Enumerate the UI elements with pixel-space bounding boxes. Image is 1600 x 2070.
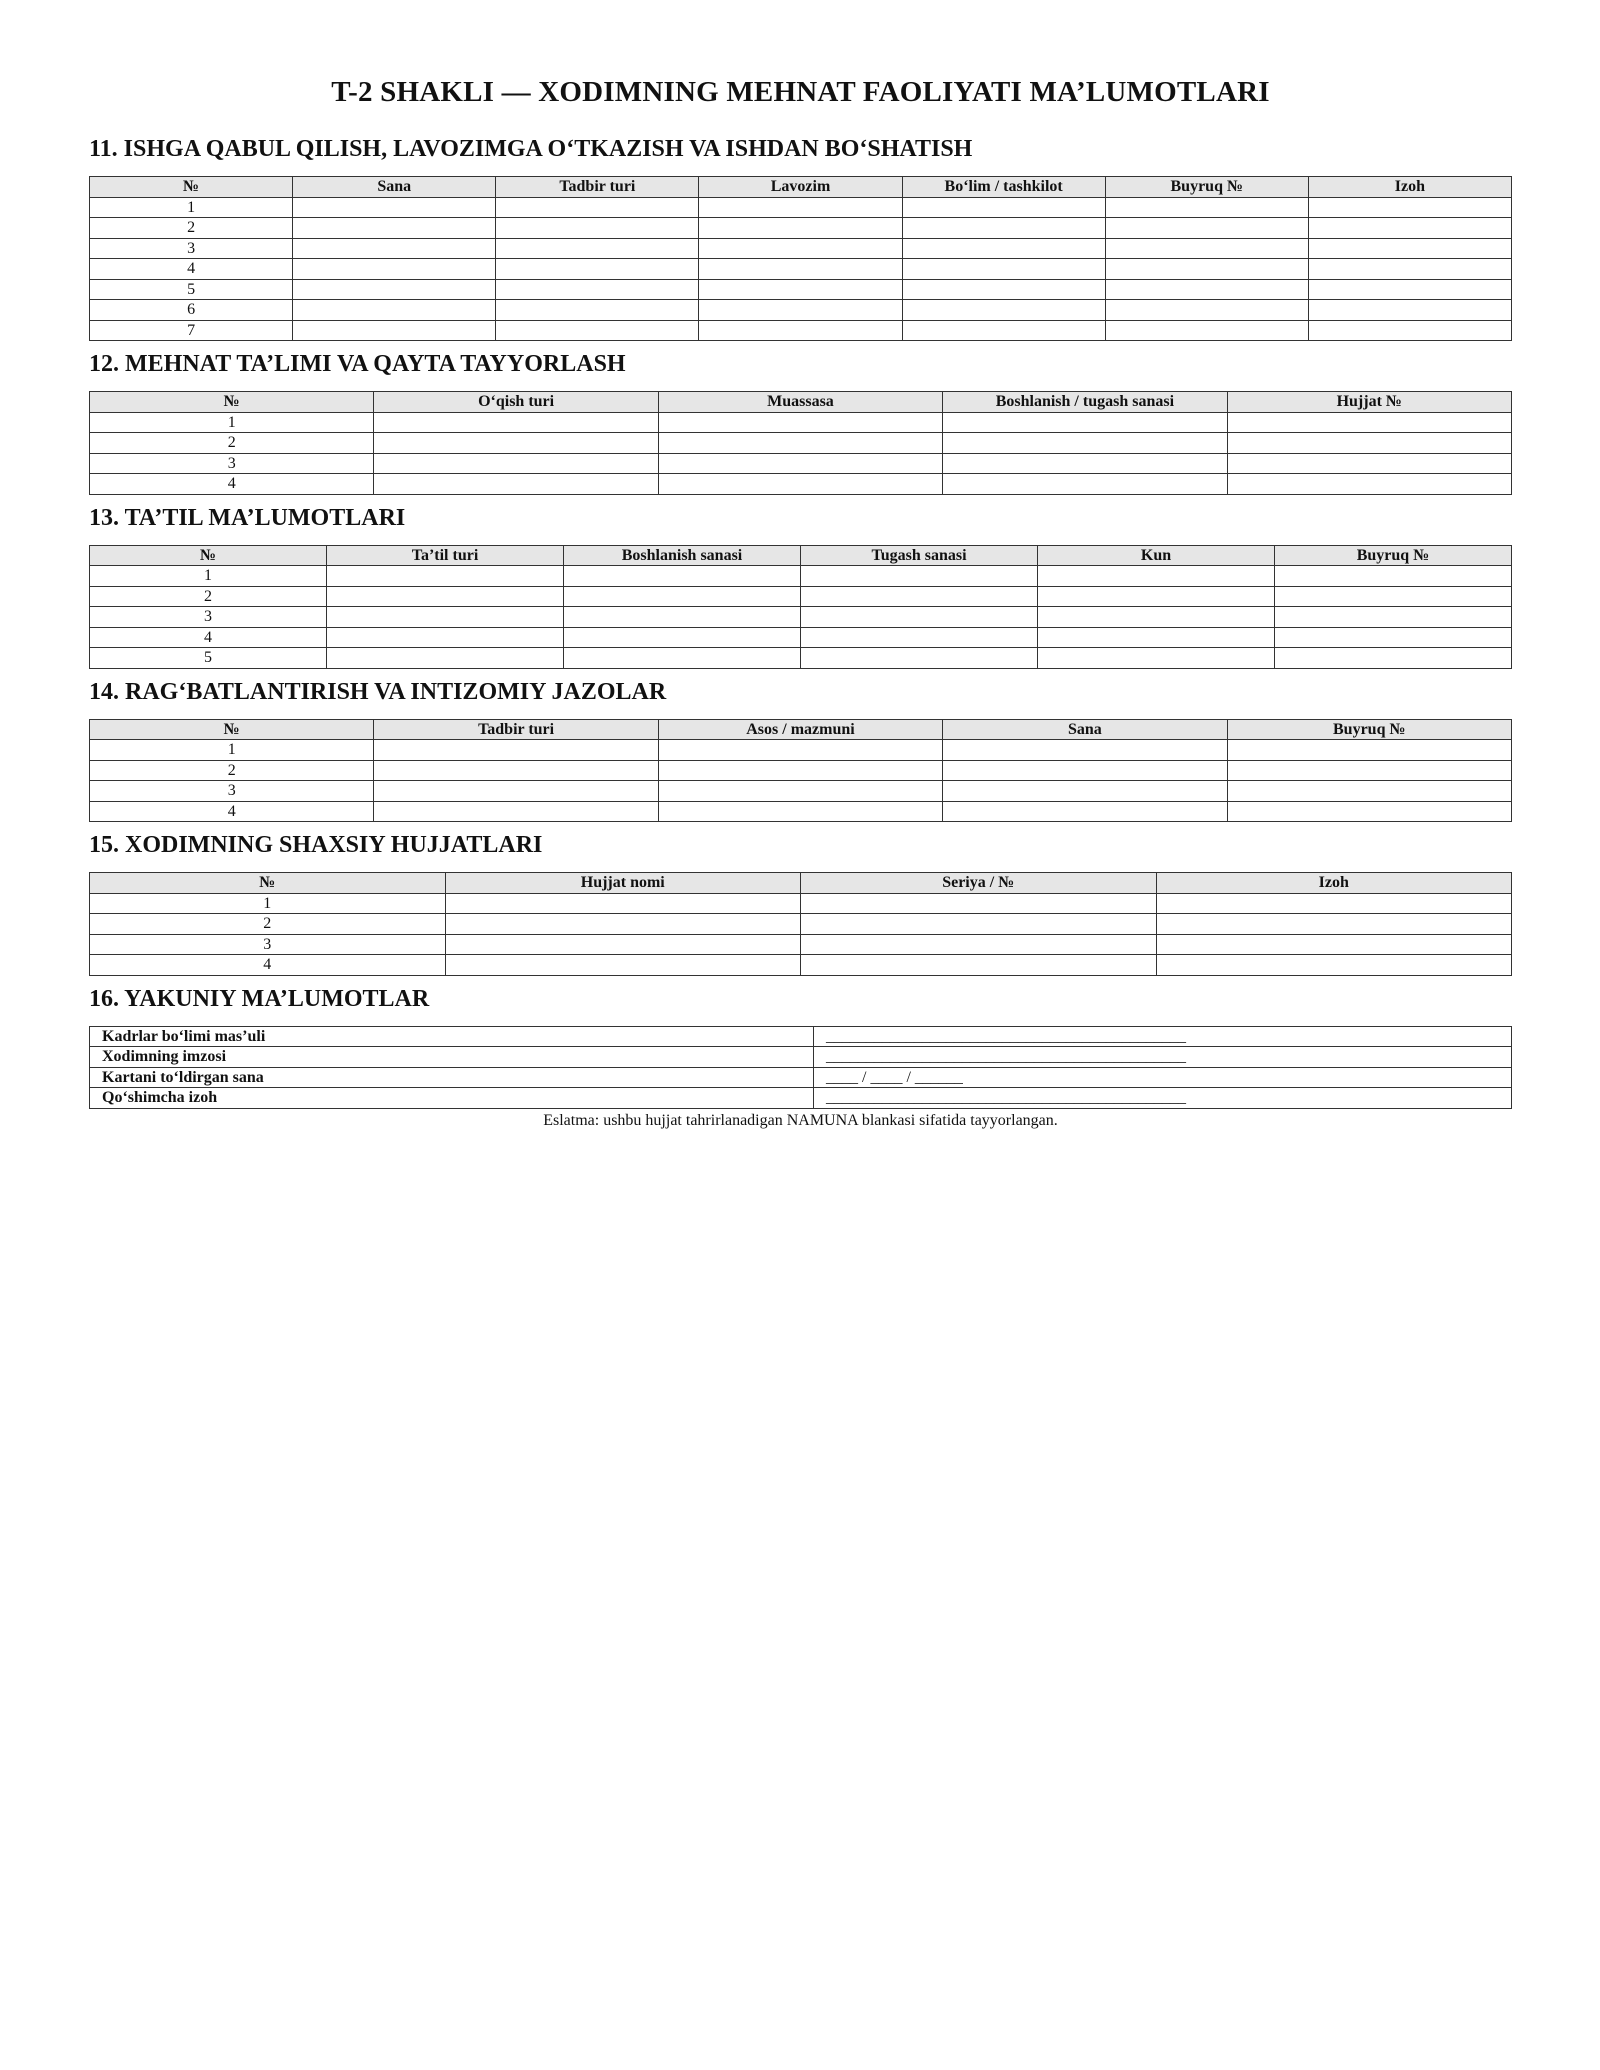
table-row (90, 197, 1512, 218)
table-cell[interactable] (658, 781, 942, 802)
table-cell[interactable] (699, 279, 902, 300)
table-cell[interactable] (496, 300, 699, 321)
table-row (90, 648, 1512, 669)
table-cell[interactable] (1275, 627, 1512, 648)
column-header: Buyruq № (1227, 719, 1511, 740)
table-cell[interactable] (496, 259, 699, 280)
table-cell[interactable] (1105, 238, 1308, 259)
row-number: 2 (90, 760, 374, 781)
table-cell[interactable] (374, 760, 658, 781)
table-cell[interactable] (1275, 586, 1512, 607)
section-14-title: 14. RAG‘BATLANTIRISH VA INTIZOMIY JAZOLAR (89, 678, 667, 705)
table-cell[interactable] (943, 781, 1227, 802)
section-16-title: 16. YAKUNIY MA’LUMOTLAR (89, 985, 430, 1012)
row-number: 5 (90, 648, 327, 669)
table-row (90, 760, 1512, 781)
column-header: Bo‘lim / tashkilot (902, 177, 1105, 198)
row-number: 3 (90, 781, 374, 802)
table-row (90, 801, 1512, 822)
column-header: Tadbir turi (496, 177, 699, 198)
table-cell[interactable] (902, 218, 1105, 239)
column-header: Hujjat nomi (445, 873, 801, 894)
table-cell[interactable] (293, 238, 496, 259)
table-cell[interactable] (1038, 566, 1275, 587)
table-cell[interactable] (902, 259, 1105, 280)
table-cell[interactable] (1227, 760, 1511, 781)
final-label: Qo‘shimcha izoh (90, 1088, 814, 1109)
table-section-15 (89, 872, 1512, 976)
table-cell[interactable] (801, 627, 1038, 648)
table-cell[interactable] (1308, 279, 1511, 300)
table-cell[interactable] (699, 320, 902, 341)
table-cell[interactable] (943, 760, 1227, 781)
table-section-12 (89, 391, 1512, 495)
table-cell[interactable] (1105, 197, 1308, 218)
final-row (90, 1047, 1512, 1068)
column-header: № (90, 545, 327, 566)
table-cell[interactable] (327, 586, 564, 607)
column-header: Seriya / № (801, 873, 1157, 894)
final-label: Kartani to‘ldirgan sana (90, 1067, 814, 1088)
table-cell[interactable] (902, 279, 1105, 300)
row-number: 3 (90, 453, 374, 474)
table-cell[interactable] (1227, 453, 1511, 474)
table-row (90, 412, 1512, 433)
section-11-title: 11. ISHGA QABUL QILISH, LAVOZIMGA O‘TKAZISH VA ISHDAN BO‘SHATISH (89, 136, 973, 162)
table-cell[interactable] (293, 197, 496, 218)
column-header: Kun (1038, 545, 1275, 566)
table-cell[interactable] (1038, 648, 1275, 669)
document-title: T-2 SHAKLI — XODIMNING MEHNAT FAOLIYATI MA’LUMOTLARI (331, 76, 1270, 108)
table-cell[interactable] (1156, 914, 1512, 935)
table-cell[interactable] (374, 433, 658, 454)
table-cell[interactable] (1156, 955, 1512, 976)
column-header: Boshlanish / tugash sanasi (943, 392, 1227, 413)
table-cell[interactable] (801, 607, 1038, 628)
column-header: № (90, 392, 374, 413)
column-header: Sana (293, 177, 496, 198)
row-number: 2 (90, 914, 446, 935)
row-number: 1 (90, 566, 327, 587)
table-cell[interactable] (1308, 218, 1511, 239)
section-15-title: 15. XODIMNING SHAXSIY HUJJATLARI (89, 832, 543, 858)
table-cell[interactable] (801, 648, 1038, 669)
table-cell[interactable] (445, 914, 801, 935)
table-cell[interactable] (801, 914, 1157, 935)
table-row (90, 300, 1512, 321)
table-row (90, 566, 1512, 587)
table-cell[interactable] (1227, 801, 1511, 822)
table-cell[interactable] (1275, 566, 1512, 587)
table-row (90, 320, 1512, 341)
row-number: 3 (90, 607, 327, 628)
table-section-13 (89, 545, 1512, 669)
table-cell[interactable] (943, 433, 1227, 454)
table-cell[interactable] (374, 781, 658, 802)
row-number: 4 (90, 627, 327, 648)
row-number: 2 (90, 433, 374, 454)
table-cell[interactable] (1227, 781, 1511, 802)
row-number: 6 (90, 300, 293, 321)
column-header: Muassasa (658, 392, 942, 413)
table-cell[interactable] (1105, 259, 1308, 280)
column-header: Boshlanish sanasi (564, 545, 801, 566)
table-cell[interactable] (1275, 607, 1512, 628)
column-header: O‘qish turi (374, 392, 658, 413)
table-cell[interactable] (658, 760, 942, 781)
table-cell[interactable] (374, 412, 658, 433)
final-row (90, 1088, 1512, 1109)
table-cell[interactable] (801, 955, 1157, 976)
table-cell[interactable] (801, 566, 1038, 587)
table-row (90, 453, 1512, 474)
table-cell[interactable] (564, 566, 801, 587)
row-number: 2 (90, 586, 327, 607)
table-cell[interactable] (1038, 607, 1275, 628)
table-cell[interactable] (1038, 627, 1275, 648)
table-cell[interactable] (445, 955, 801, 976)
table-cell[interactable] (374, 453, 658, 474)
table-cell[interactable] (374, 474, 658, 495)
section-13-title: 13. TA’TIL MA’LUMOTLARI (89, 504, 406, 531)
table-cell[interactable] (564, 586, 801, 607)
table-cell[interactable] (496, 218, 699, 239)
table-cell[interactable] (327, 607, 564, 628)
note-line[interactable]: _____________________________________________ (814, 1088, 1512, 1109)
table-row (90, 279, 1512, 300)
table-cell[interactable] (564, 648, 801, 669)
section-12-title: 12. MEHNAT TA’LIMI VA QAYTA TAYYORLASH (89, 351, 626, 377)
final-label: Kadrlar bo‘limi mas’uli (90, 1026, 814, 1047)
table-row (90, 218, 1512, 239)
final-row (90, 1067, 1512, 1088)
table-section-14 (89, 719, 1512, 823)
table-cell[interactable] (327, 627, 564, 648)
table-cell[interactable] (943, 474, 1227, 495)
table-cell[interactable] (658, 801, 942, 822)
table-cell[interactable] (293, 218, 496, 239)
table-cell[interactable] (902, 320, 1105, 341)
column-header: № (90, 719, 374, 740)
table-cell[interactable] (943, 801, 1227, 822)
table-cell[interactable] (327, 648, 564, 669)
final-row (90, 1026, 1512, 1047)
table-row (90, 740, 1512, 761)
table-cell[interactable] (1038, 586, 1275, 607)
table-cell[interactable] (658, 740, 942, 761)
table-cell[interactable] (1275, 648, 1512, 669)
table-row (90, 781, 1512, 802)
table-cell[interactable] (1156, 934, 1512, 955)
table-cell[interactable] (1105, 218, 1308, 239)
table-cell[interactable] (1105, 300, 1308, 321)
column-header: Buyruq № (1105, 177, 1308, 198)
table-header-row (90, 873, 1512, 894)
table-cell[interactable] (293, 320, 496, 341)
row-number: 1 (90, 740, 374, 761)
table-cell[interactable] (943, 412, 1227, 433)
table-cell[interactable] (902, 197, 1105, 218)
table-cell[interactable] (1308, 197, 1511, 218)
table-cell[interactable] (1227, 474, 1511, 495)
table-cell[interactable] (943, 453, 1227, 474)
table-row (90, 259, 1512, 280)
table-row (90, 238, 1512, 259)
row-number: 4 (90, 474, 374, 495)
table-cell[interactable] (1308, 259, 1511, 280)
table-row (90, 893, 1512, 914)
table-cell[interactable] (496, 238, 699, 259)
table-cell[interactable] (1308, 320, 1511, 341)
table-cell[interactable] (801, 934, 1157, 955)
column-header: Buyruq № (1275, 545, 1512, 566)
table-section-11 (89, 176, 1512, 341)
table-row (90, 934, 1512, 955)
table-cell[interactable] (801, 586, 1038, 607)
table-cell[interactable] (801, 893, 1157, 914)
table-cell[interactable] (943, 740, 1227, 761)
table-cell[interactable] (327, 566, 564, 587)
table-cell[interactable] (374, 740, 658, 761)
row-number: 1 (90, 412, 374, 433)
table-header-row (90, 545, 1512, 566)
signature-line[interactable]: _____________________________________________ (814, 1026, 1512, 1047)
row-number: 3 (90, 238, 293, 259)
table-row (90, 474, 1512, 495)
column-header: Sana (943, 719, 1227, 740)
table-final-info (89, 1026, 1512, 1109)
table-cell[interactable] (564, 607, 801, 628)
table-cell[interactable] (699, 218, 902, 239)
row-number: 7 (90, 320, 293, 341)
table-cell[interactable] (496, 197, 699, 218)
table-cell[interactable] (658, 453, 942, 474)
column-header: Hujjat № (1227, 392, 1511, 413)
row-number: 4 (90, 801, 374, 822)
table-cell[interactable] (658, 433, 942, 454)
table-cell[interactable] (1227, 740, 1511, 761)
row-number: 2 (90, 218, 293, 239)
table-cell[interactable] (699, 259, 902, 280)
table-cell[interactable] (1156, 893, 1512, 914)
table-row (90, 433, 1512, 454)
column-header: Lavozim (699, 177, 902, 198)
row-number: 3 (90, 934, 446, 955)
row-number: 5 (90, 279, 293, 300)
column-header: Izoh (1308, 177, 1511, 198)
table-header-row (90, 392, 1512, 413)
column-header: Tugash sanasi (801, 545, 1038, 566)
table-cell[interactable] (699, 300, 902, 321)
table-cell[interactable] (293, 259, 496, 280)
table-cell[interactable] (902, 238, 1105, 259)
row-number: 1 (90, 893, 446, 914)
table-cell[interactable] (1308, 238, 1511, 259)
table-row (90, 586, 1512, 607)
table-cell[interactable] (699, 238, 902, 259)
signature-line[interactable]: _____________________________________________ (814, 1047, 1512, 1068)
column-header: Asos / mazmuni (658, 719, 942, 740)
table-cell[interactable] (699, 197, 902, 218)
column-header: № (90, 873, 446, 894)
table-cell[interactable] (293, 300, 496, 321)
table-row (90, 955, 1512, 976)
table-cell[interactable] (374, 801, 658, 822)
table-cell[interactable] (902, 300, 1105, 321)
column-header: Izoh (1156, 873, 1512, 894)
table-cell[interactable] (1105, 279, 1308, 300)
table-header-row (90, 177, 1512, 198)
table-cell[interactable] (658, 474, 942, 495)
final-label: Xodimning imzosi (90, 1047, 814, 1068)
table-cell[interactable] (658, 412, 942, 433)
row-number: 1 (90, 197, 293, 218)
table-cell[interactable] (1308, 300, 1511, 321)
table-cell[interactable] (1105, 320, 1308, 341)
table-cell[interactable] (1227, 412, 1511, 433)
table-cell[interactable] (1227, 433, 1511, 454)
date-line[interactable]: ____ / ____ / ______ (814, 1067, 1512, 1088)
column-header: № (90, 177, 293, 198)
column-header: Ta’til turi (327, 545, 564, 566)
table-header-row (90, 719, 1512, 740)
table-row (90, 627, 1512, 648)
table-cell[interactable] (496, 279, 699, 300)
table-row (90, 607, 1512, 628)
row-number: 4 (90, 955, 446, 976)
table-row (90, 914, 1512, 935)
table-cell[interactable] (564, 627, 801, 648)
table-cell[interactable] (496, 320, 699, 341)
table-cell[interactable] (293, 279, 496, 300)
column-header: Tadbir turi (374, 719, 658, 740)
table-cell[interactable] (445, 934, 801, 955)
table-cell[interactable] (445, 893, 801, 914)
row-number: 4 (90, 259, 293, 280)
footer-note: Eslatma: ushbu hujjat tahrirlanadigan NAMUNA blankasi sifatida tayyorlangan. (543, 1111, 1058, 1129)
